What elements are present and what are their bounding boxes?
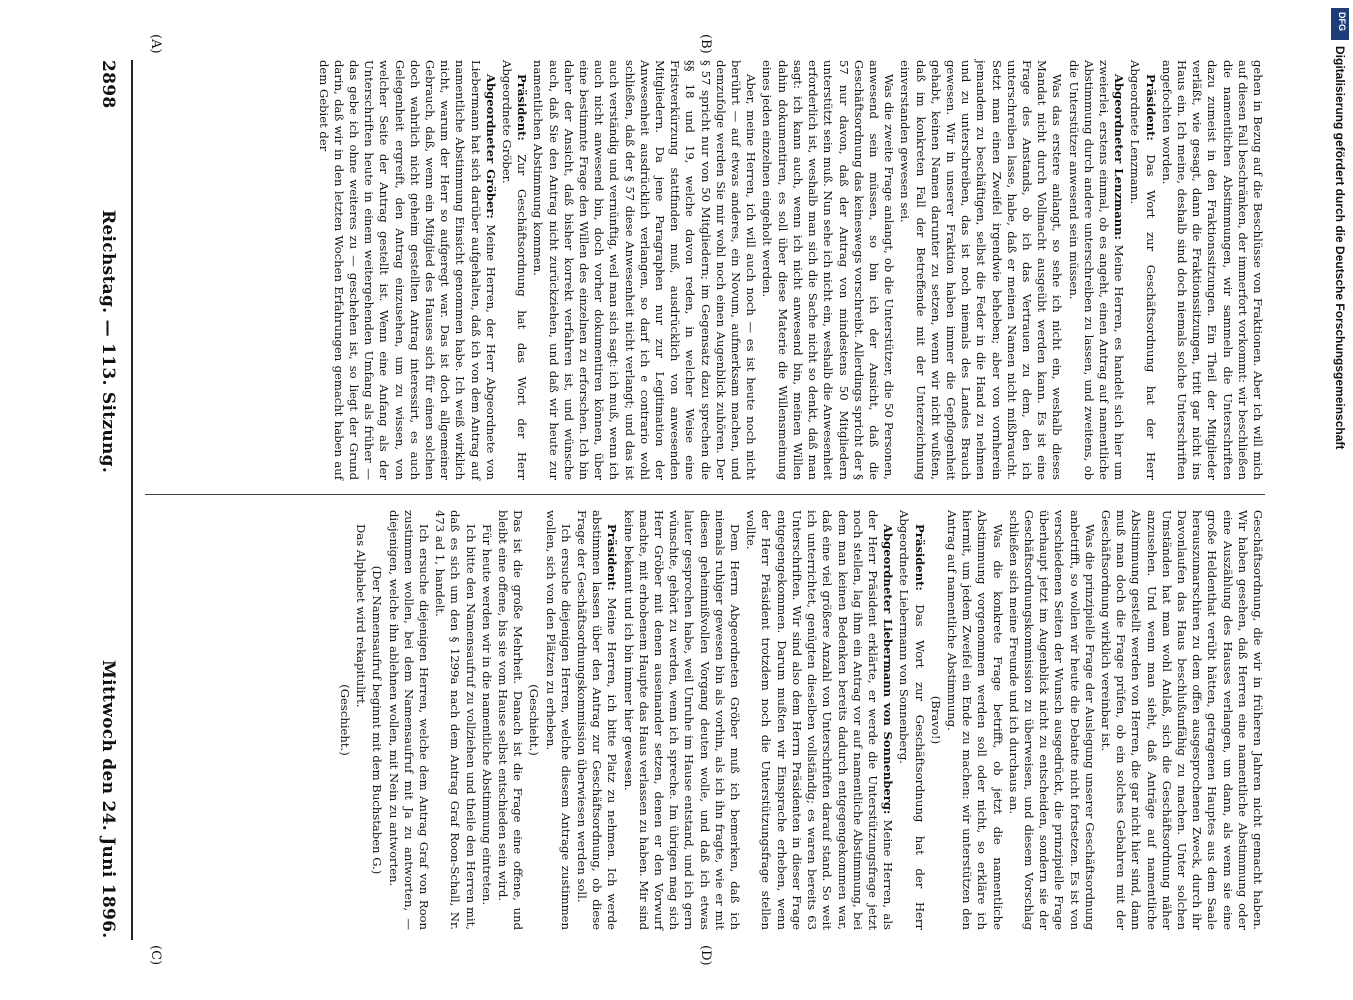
- paragraph: [620, 510, 742, 930]
- left-column: [145, 60, 1265, 480]
- paragraph: [944, 510, 1005, 930]
- paragraph: [369, 510, 384, 930]
- paragraph: [1159, 60, 1265, 480]
- paragraph-text: Das Wort zur Geschäftsordnung hat der Herr Abgeordnete Lenzmann.: [1128, 60, 1158, 481]
- paragraph-text: (Der Namensaufruf beginnt mit dem Buchstaben G.): [370, 565, 385, 875]
- paragraph: [1098, 510, 1265, 930]
- paragraph-text: gehen in Bezug auf die Beschlüsse von Fraktionen. Aber ich will mich auf diesen Fall beschränken, der immerfort vorkommt: wir beschließen die namentlichen Abstimmungen, wir sammeln die Unterschriften dazu zumeist in den Fraktionssitzungen. Ein Theil der Mitglieder verläßt, wie gesagt, dann die Fraktionssitzungen, tritt gar nicht ins Haus ein. Ich meine, deshalb sind doch niemals solche Unterschriften angefochten worden.: [1159, 60, 1265, 480]
- paragraph: [385, 510, 431, 930]
- margin-mark-d: (D): [698, 945, 713, 966]
- paragraph-text: Meine Herren, ich bitte Platz zu nehmen. Ich werde abstimmen lassen über den Antrag zur Geschäftsordnung, ob diese Frage der Geschäftsordnungskommission überwiesen werden soll.: [575, 510, 620, 931]
- paragraph: [1065, 60, 1126, 480]
- paragraph: [526, 510, 541, 930]
- paragraph: [1006, 510, 1097, 930]
- paragraph-text: (Geschieht.): [527, 684, 542, 756]
- paragraph-text: Für heute werden wir in die namentliche Abstimmung eintreten.: [479, 524, 494, 906]
- right-running-title: Mittwoch den 24. Juni 1896.: [98, 660, 118, 939]
- paragraph-text: Das ist die große Mehrheit. Danach ist die Frage eine offene, und bleibt eine offene, bis sie vom Hause selbst entschieden sein wird.: [496, 510, 526, 930]
- paragraph-text: Meine Herren, es handelt sich hier um zweierlei, erstens einmal, ob es angeht, einen Antrag auf namentliche Abstimmung durch andere unterschreiben zu lassen, und zweitens, ob die Unterstützer anwesend sein müssen.: [1066, 60, 1127, 480]
- paragraph: [759, 60, 896, 480]
- digitization-credit-text: Digitalisierung gefördert durch die Deutsche Forschungsgemeinschaft: [1333, 46, 1347, 450]
- margin-mark-c: (C): [148, 945, 163, 966]
- column-rule: [145, 494, 1265, 495]
- paragraph-text: Was das erstere anlangt, so sehe ich nicht ein, weshalb dieses Mandat nicht durch Vollmacht ausgeübt werden kann. Es ist eine Frage des Anstands, ob ich das Vertrauen zu dem, den ich unterschreiben lasse, habe, daß er meinen Namen nicht mißbraucht. Setzt man einen Zweifel irgendwie beheben; aber von vornherein jemandem zu beschäftigen, selbst die Feder in die Hand zu nehmen und zu unterschreiben, das ist noch niemals des Landes Brauch gewesen. Wir in unserer Fraktion haben immer die Gepflogenheit gehabt, keinen Namen darunter zu setzen, wenn wir nicht wußten, daß im konkreten Fall der Betreffende mit der Unterzeichnung einverstanden gewesen sei.: [898, 60, 1065, 480]
- header-rule: [131, 60, 133, 940]
- page-number: 2898: [98, 60, 118, 109]
- right-column: [145, 510, 1265, 930]
- paragraph: [479, 510, 494, 930]
- paragraph-text: Aber, meine Herren, ich will auch noch — es ist heute noch nicht berührt — auf etwas anderes, ein Novum, aufmerksam machen, und demzufolge werden Sie mir wohl noch einen Augenblick zuhören. Der § 57 spricht nur von 50 Mitgliedern; im Gegensatz dazu sprechen die §§ 18 und 19, welche davon reden, in welcher Weise eine Fristverkürzung stattfinden muß, ausdrücklich von anwesenden Mitgliedern. Da jene Paragraphen nur zur Legitimation der Anwesenheit ausdrücklich verlangen, so darf ich e contrario wohl schließen, daß der § 57 diese Anwesenheit nicht verlangt; und das ist auch verständig und vernünftig, weil man sich sagt: ich muß, wenn ich auch nicht anwesend bin, doch vorher dokumentiren können, über eine bestimmte Frage den Willen des einzelnen zu erforschen. Ich bin daher der Ansicht, daß bisher korrekt verfahren ist, und wünsche auch, daß Sie den Antrag nicht zurückziehen, und daß wir heute zur namentlichen Abstimmung kommen.: [531, 60, 759, 480]
- paragraph: [495, 510, 525, 930]
- paragraph: [897, 60, 1064, 480]
- paragraph-text: Was die zweite Frage anlangt, ob die Unterstützer, die 50 Personen, anwesend sein müssen, so bin ich der Ansicht, daß die Geschäftsordnung das keineswegs vorschreibt. Allerdings spricht der § 57 nur davon, daß der Antrag von mindestens 50 Mitgliedern unterstützt sein muß. Nun sehe ich nicht ein, weshalb die Anwesenheit erforderlich ist, weshalb man sich die Sache nicht so denkt, daß man sagt: ich kann auch, wenn ich nicht anwesend bin, meinen Willen dahin dokumentiren, es soll über diese Materie die Willensmeinung eines jeden einzelnen eingeholt werden.: [760, 60, 897, 480]
- paragraph-text: (Bravo!): [928, 695, 943, 745]
- digitization-credit: [1329, 46, 1349, 816]
- speaker-name: Präsident:: [1143, 74, 1158, 141]
- margin-mark-a: (A): [148, 34, 163, 54]
- paragraph: [1127, 60, 1157, 480]
- speaker-name: Präsident:: [605, 524, 620, 591]
- paragraph: [928, 510, 943, 930]
- paragraph-text: Was die prinzipielle Frage der Auslegung unserer Geschäftsordnung anbetrifft, so wollen wir heute die Debatte nicht fortsetzen. Es ist von verschiedenen Seiten der Wunsch ausgedrückt, die prinzipielle Frage überhaupt jetzt im Augenblick nicht zu entscheiden, sondern sie der Geschäftsordnungskommission zu überweisen, und diesem Vorschlag schließen sich meine Freunde und ich durchaus an.: [1006, 510, 1097, 930]
- paragraph-text: Ich ersuche diejenigen Herren, welche dem Antrag Graf von Roon zustimmen wollen, bei dem Namensaufruf mit Ja zu antworten, — diejenigen, welche ihn ablehnen wollen, mit Nein zu antworten.: [386, 510, 432, 930]
- paragraph: [530, 60, 758, 480]
- paragraph: [353, 510, 368, 930]
- paragraph: [499, 60, 529, 480]
- paragraph: [896, 510, 926, 930]
- speaker-name: Abgeordneter Liebermann von Sonnenberg:: [881, 524, 896, 815]
- dfg-logo-text: DFG: [1337, 12, 1347, 31]
- page-header: [78, 60, 118, 940]
- paragraph-text: Geschäftsordnung, die wir in früheren Jahren nicht gemacht haben. Wir haben gesehen, daß Herren eine namentliche Abstimmung oder eine Auszählung des Hauses verlangen, um dann, als wenn sie eine große Heldenthat verübt hätten, getragenen Hauptes aus dem Saale herauszumarschiren zu dem offen ausgesprochenen Zweck, durch ihr Davonlaufen das Haus beschlußunfähig zu machen. Unter solchen Umständen hat man wohl Anlaß, sich die Geschäftsordnung näher anzusehen. Und wenn man sieht, daß Anträge auf namentliche Abstimmung gestellt werden von Herren, die gar nicht hier sind, dann muß man doch die Frage prüfen, ob ein solches Gebahren mit der Geschäftsordnung wirklich vereinbar ist.: [1098, 510, 1265, 930]
- paragraph-text: Dem Herrn Abgeordneten Gröber muß ich bemerken, daß ich niemals ruhiger gewesen bin als vorhin, als ich ihn fragte, wie er mit diesen geheimnißvollen Vorgang deuten wolle, und daß ich etwas lauter gesprochen habe, weil Unruhe im Hause entstand, und ich gern wünschte, gehört zu werden, wenn ich spreche. Im übrigen mag sich Herr Gröber mit denen auseinander setzen, denen er den Vorwurf machte, mit erhobenem Haupte das Haus verlassen zu haben. Mir sind keine bekannt und ich bin immer hier gewesen.: [621, 510, 743, 930]
- paragraph-text: Ich ersuche diejenigen Herren, welche diesem Antrage zustimmen wollen, sich von den Plätzen zu erheben.: [543, 510, 573, 930]
- paragraph: [574, 510, 620, 930]
- left-running-title: Reichstag. — 113. Sitzung.: [98, 210, 118, 474]
- paragraph-text: Meine Herren, als der Herr Präsident erklärte, er werde die Unterstützungsfrage jetzt noch stellen, lag ihm ein Antrag vor auf namentliche Abstimmung, bei dem man keinen Bedenken bereits dadurch entgegengekommen war, daß eine viel größere Anzahl von Unterschriften darauf stand. So weit ich unterrichtet, genügten dieselben vollständig; es waren bereits 63 Unterschriften. Wir sind also dem Herrn Präsidenten in dieser Frage entgegengekommen. Darum mußten wir Einsprache erheben, wenn der Herr Präsident trotzdem noch die Unterstützungsfrage stellen wollte.: [744, 510, 896, 931]
- paragraph-text: Das Alphabet wird rekapitulirt.: [354, 524, 369, 708]
- paragraph: [542, 510, 572, 930]
- paragraph: [337, 510, 352, 930]
- paragraph-text: Zur Geschäftsordnung hat das Wort der Herr Abgeordnete Gröber.: [500, 60, 530, 480]
- paragraph-text: Meine Herren, der Herr Abgeordnete von Liebermann hat sich darüber aufgehalten, daß ich von dem Antrag auf namentliche Abstimmung Einsicht genommen habe. Ich weiß wirklich nicht, warum der Herr so aufgeregt war. Das ist doch allgemeiner Gebrauch, daß, wenn ein Mitglied des Hauses sich für einen solchen doch wahrlich nicht geheim gestellten Antrag interessirt, es auch Gelegenheit ergreift, den Antrag einzusehen, um zu wissen, von welcher Seite der Antrag gestellt ist. Wenn eine Anfang als der Unterschriften heute in einem weitergehenden Umfang als früher — das gebe ich ohne weiteres zu — geschehen ist, so liegt der Grund darin, daß wir in den letzten Wochen Erfahrungen gemacht haben auf dem Gebiet der: [316, 60, 498, 481]
- paragraph: [432, 510, 478, 930]
- paragraph-text: Das Wort zur Geschäftsordnung hat der Herr Abgeordnete Liebermann von Sonnenberg.: [897, 510, 927, 931]
- dfg-logo: [1331, 8, 1349, 40]
- margin-mark-b: (B): [698, 34, 713, 54]
- paragraph-text: (Geschieht.): [338, 684, 353, 756]
- speaker-name: Abgeordneter Gröber:: [483, 74, 498, 219]
- paragraph-text: Was die konkrete Frage betrifft, ob jetzt die namentliche Abstimmung vorgenommen werden soll oder nicht, so erkläre ich hiermit, um jedem Zweifel ein Ende zu machen: wir unterstützen den Antrag auf namentliche Abstimmung.: [944, 510, 1005, 930]
- speaker-name: Präsident:: [912, 524, 927, 591]
- speaker-name: Präsident:: [515, 74, 530, 141]
- paragraph: [315, 60, 497, 480]
- paragraph-text: Ich bitte den Namensaufruf zu vollziehen und theile den Herren mit, daß es sich um den § 1299a nach dem Antrag Graf Roon-Schall, Nr. 473 ad 1, handelt.: [433, 510, 478, 930]
- speaker-name: Abgeordneter Lenzmann:: [1112, 74, 1127, 240]
- paragraph: [743, 510, 895, 930]
